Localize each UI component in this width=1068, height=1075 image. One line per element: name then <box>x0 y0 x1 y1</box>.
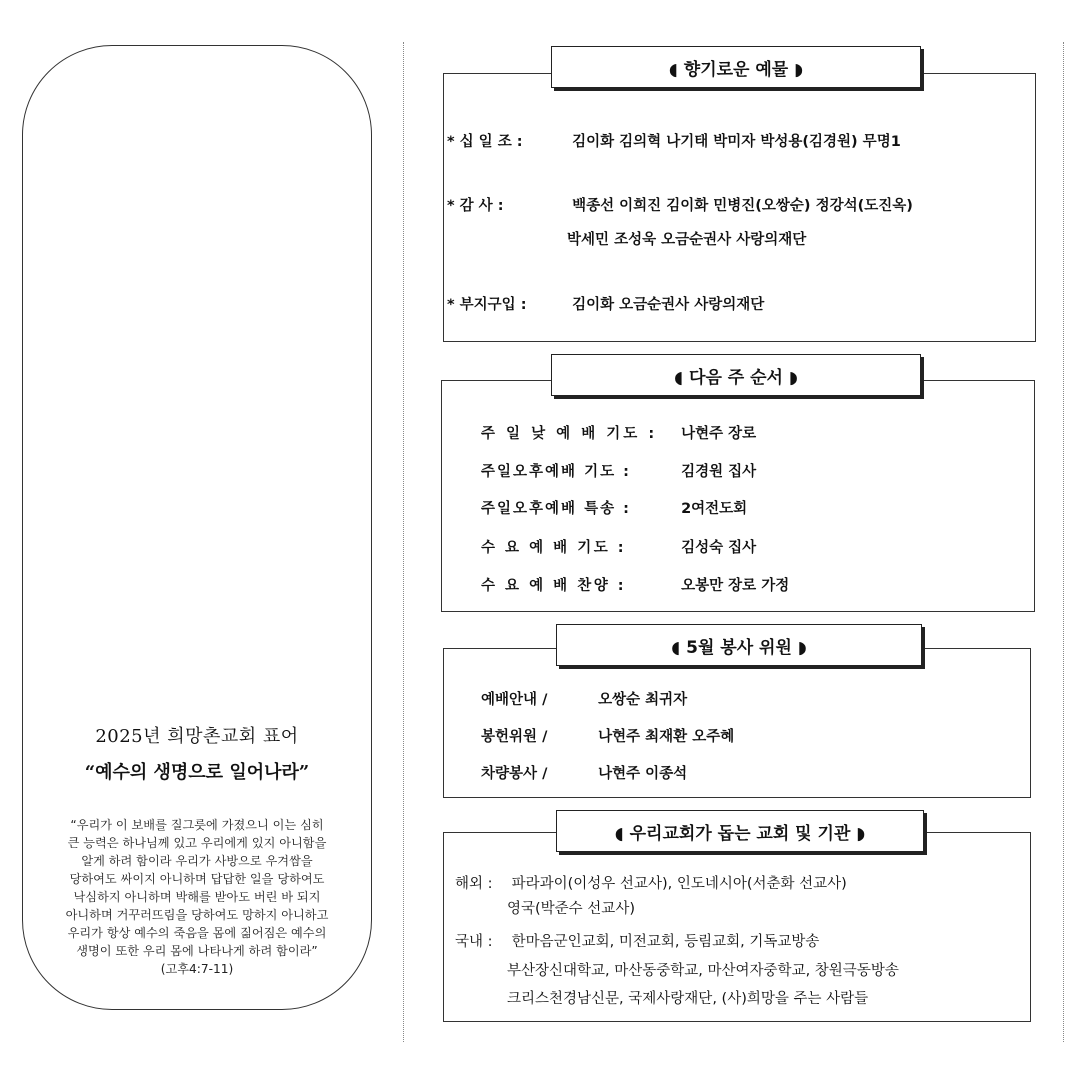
offering-title: ◖ 향기로운 예물 ◗ <box>551 46 921 88</box>
schedule-value: 김성숙 집사 <box>681 540 757 556</box>
schedule-label: 주일오후예배 기도 : <box>481 464 631 480</box>
verse-line: 알게 하려 함이라 우리가 사방으로 우겨쌈을 <box>81 854 313 868</box>
next-week-title: ◖ 다음 주 순서 ◗ <box>551 354 921 396</box>
tithe-names: 김이화 김의혁 나기태 박미자 박성용(김경원) 무명1 <box>572 134 901 150</box>
schedule-row <box>481 574 789 595</box>
service-row <box>481 725 734 746</box>
thanks-names-continued: 박세민 조성욱 오금순권사 사랑의재단 <box>567 232 807 248</box>
verse-line: 당하여도 싸이지 아니하며 답답한 일을 당하여도 <box>69 872 325 886</box>
service-label: 봉헌위원 / <box>481 729 548 745</box>
schedule-row <box>481 536 756 557</box>
service-label: 차량봉사 / <box>481 766 548 782</box>
schedule-value: 오봉만 장로 가정 <box>681 578 790 594</box>
service-value: 나현주 최재환 오주혜 <box>598 729 735 745</box>
verse-line: 아니하며 거꾸러뜨림을 당하여도 망하지 아니하고 <box>65 908 329 922</box>
overseas-row <box>455 872 847 893</box>
thanks-names: 백종선 이희진 김이화 민병진(오쌍순) 정강석(도진옥) <box>572 198 913 214</box>
land-label: * 부지구입 : <box>447 297 527 313</box>
service-value: 나현주 이종석 <box>598 766 688 782</box>
schedule-row <box>481 460 756 481</box>
thanks-row <box>447 194 913 215</box>
verse-line: 생명이 또한 우리 몸에 나타나게 하려 함이라” <box>76 944 318 958</box>
fold-divider-left <box>403 42 404 1042</box>
schedule-value: 김경원 집사 <box>681 464 757 480</box>
motto-subtitle: “예수의 생명으로 일어나라” <box>84 762 310 783</box>
domestic-list: 한마음군인교회, 미전교회, 등림교회, 기독교방송 <box>511 934 820 950</box>
verse-line: 낙심하지 아니하며 박해를 받아도 버린 바 되지 <box>73 890 321 904</box>
thanks-label: * 감 사 : <box>447 198 504 214</box>
verse-reference: (고후4:7-11) <box>160 962 234 976</box>
service-title: ◖ 5월 봉사 위원 ◗ <box>556 624 922 666</box>
overseas-list: 파라과이(이성우 선교사), 인도네시아(서춘화 선교사) <box>511 876 847 892</box>
scripture-verse <box>30 816 364 978</box>
domestic-row <box>455 930 819 951</box>
support-title: ◖ 우리교회가 돕는 교회 및 기관 ◗ <box>556 810 924 852</box>
schedule-value: 나현주 장로 <box>681 426 757 442</box>
motto-title: 2025년 희망촌교회 표어 <box>95 726 299 747</box>
land-row <box>447 293 764 314</box>
schedule-value: 2여전도회 <box>681 501 748 517</box>
tithe-row <box>447 130 901 151</box>
schedule-label: 주일오후예배 특송 : <box>481 501 631 517</box>
overseas-list-continued: 영국(박준수 선교사) <box>507 901 635 917</box>
overseas-label: 해외 : <box>455 876 493 892</box>
fold-divider-right <box>1063 42 1064 1042</box>
service-row <box>481 688 687 709</box>
service-label: 예배안내 / <box>481 692 548 708</box>
schedule-label: 수 요 예 배 기도 : <box>481 540 627 556</box>
domestic-label: 국내 : <box>455 934 493 950</box>
land-names: 김이화 오금순권사 사랑의재단 <box>572 297 765 313</box>
service-value: 오쌍순 최귀자 <box>598 692 688 708</box>
domestic-list-continued: 크리스천경남신문, 국제사랑재단, (사)희망을 주는 사람들 <box>507 991 869 1007</box>
service-row <box>481 762 687 783</box>
verse-line: 우리가 항상 예수의 죽음을 몸에 짊어짐은 예수의 <box>67 926 327 940</box>
verse-line: “우리가 이 보배를 질그릇에 가졌으니 이는 심히 <box>70 818 324 832</box>
schedule-label: 수 요 예 배 찬양 : <box>481 578 627 594</box>
tithe-label: * 십 일 조 : <box>447 134 523 150</box>
schedule-row <box>481 497 747 518</box>
domestic-list-continued: 부산장신대학교, 마산동중학교, 마산여자중학교, 창원극동방송 <box>507 963 899 979</box>
verse-line: 큰 능력은 하나님께 있고 우리에게 있지 아니함을 <box>67 836 327 850</box>
schedule-label: 주 일 낮 예 배 기도 : <box>481 426 658 442</box>
schedule-row <box>481 422 756 443</box>
